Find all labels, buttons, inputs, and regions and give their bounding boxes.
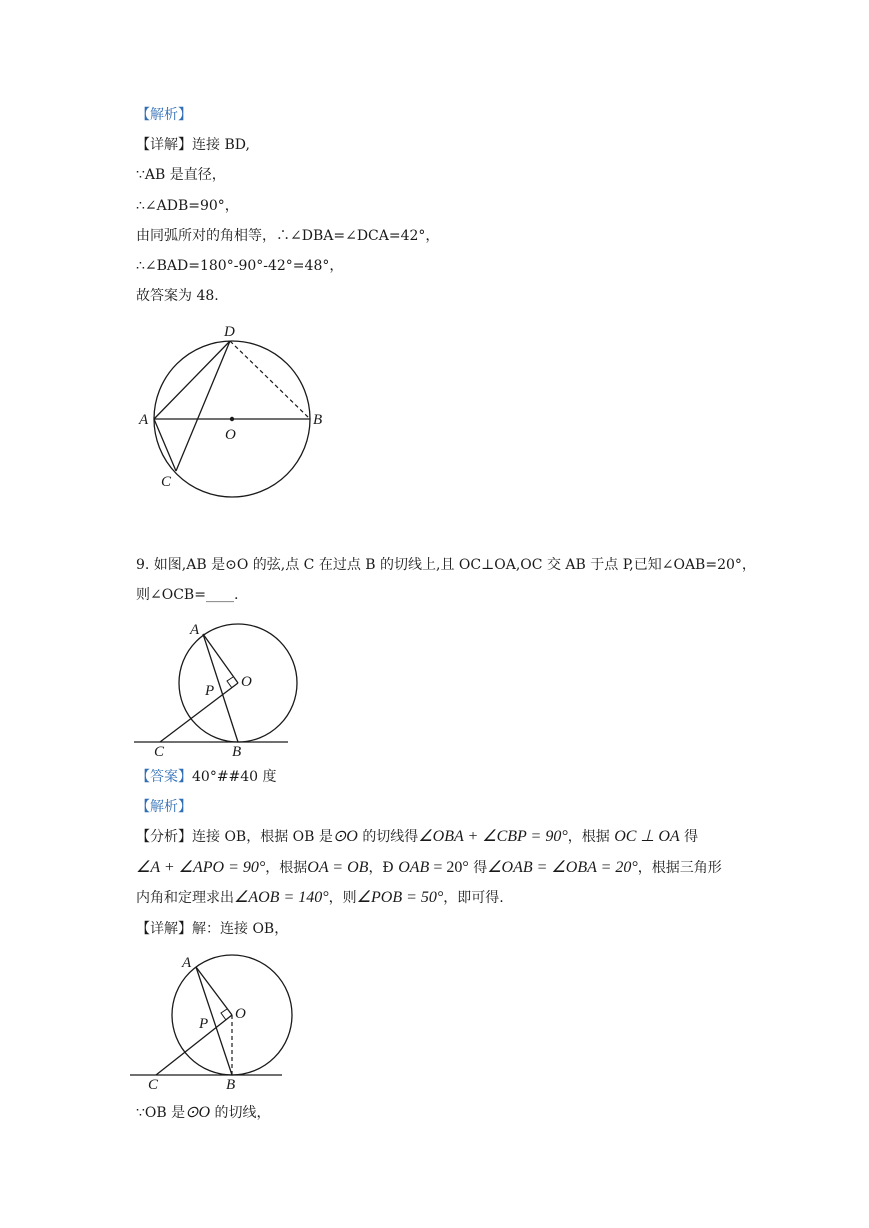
final-line — [136, 1104, 271, 1122]
analysis-text: 连接 OB，根据 OB 是 — [192, 829, 333, 845]
answer-tag: 【答案】 — [136, 769, 192, 785]
answer-line — [136, 768, 277, 786]
label-p: P — [199, 1016, 209, 1032]
final-text: ∵OB 是 — [136, 1105, 186, 1121]
analysis-line-2 — [136, 859, 722, 877]
label-o: O — [225, 427, 236, 443]
math-expression: OC ⊥ OA — [614, 828, 680, 845]
label-b: B — [313, 412, 323, 428]
detail-tag: 【详解】 — [136, 137, 192, 153]
detail-line — [136, 136, 250, 154]
center-dot — [230, 417, 234, 421]
label-c: C — [154, 744, 165, 760]
analysis-text: ，Ð — [368, 860, 394, 876]
math-expression: OA = OB — [307, 859, 369, 876]
step-4: ∴∠BAD=180°-90°-42°=48°， — [136, 258, 344, 274]
math-expression: ∠AOB = 140° — [234, 889, 329, 906]
analysis-text: ，即可得. — [443, 890, 504, 906]
step-5: 故答案为 48. — [136, 288, 219, 304]
math-circle-o: ⊙O — [185, 1104, 211, 1121]
label-b: B — [232, 744, 242, 760]
analysis-text: ，则 — [328, 890, 357, 906]
analysis-text: ，根据三角形 — [637, 860, 722, 876]
analysis-text: 得 — [684, 829, 699, 845]
math-expression: ∠OBA + ∠CBP = 90° — [418, 828, 568, 845]
segment-oc — [160, 683, 238, 742]
math-expression: = 20° — [429, 859, 469, 876]
math-expression: ∠POB = 50° — [356, 889, 444, 906]
analysis-text: ，根据 — [265, 860, 308, 876]
segment-ao — [196, 967, 232, 1015]
label-b: B — [226, 1077, 236, 1093]
math-circle-o: ⊙O — [332, 828, 358, 845]
label-d: D — [224, 324, 235, 340]
analysis-text: 内角和定理求出 — [136, 890, 234, 906]
segment-cd — [176, 341, 230, 471]
label-a: A — [182, 955, 192, 971]
figure-circle-abcd — [130, 315, 340, 515]
final-text: 的切线， — [214, 1105, 271, 1121]
right-angle-mark — [227, 677, 233, 688]
label-a: A — [190, 622, 200, 638]
analysis-text: ，根据 — [567, 829, 610, 845]
label-c: C — [161, 474, 172, 490]
jiexi-heading: 【解析】 — [136, 107, 192, 123]
fenxi-tag: 【分析】 — [136, 829, 192, 845]
math-expression: ∠OAB = ∠OBA = 20° — [487, 859, 638, 876]
analysis-text: 得 — [473, 860, 488, 876]
answer-text: 40°##40 度 — [192, 769, 277, 785]
analysis-line-1 — [136, 828, 698, 846]
figure-question9 — [130, 615, 295, 760]
jiexi-heading-2: 【解析】 — [136, 799, 192, 815]
segment-ao — [203, 634, 238, 683]
math-expression: ∠A + ∠APO = 90° — [136, 859, 266, 876]
segment-bd-dashed — [230, 341, 310, 419]
step-3: 由同弧所对的角相等，∴∠DBA=∠DCA=42°， — [136, 228, 440, 244]
segment-ac — [154, 419, 176, 471]
segment-oc — [156, 1015, 232, 1075]
detail-text: 解：连接 OB， — [192, 921, 289, 937]
detail-tag: 【详解】 — [136, 921, 192, 937]
detail-text: 连接 BD, — [192, 137, 250, 153]
label-c: C — [148, 1077, 159, 1093]
step-1: ∵AB 是直径， — [136, 167, 226, 183]
figure-solution — [125, 950, 295, 1095]
analysis-line-3 — [136, 889, 504, 907]
right-angle-mark — [221, 1009, 227, 1020]
label-a: A — [139, 412, 149, 428]
question-9-line1: 9. 如图,AB 是⊙O 的弦,点 C 在过点 B 的切线上,且 OC⊥OA,OC 交 AB 于点 P,已知∠OAB=20°， — [136, 557, 756, 573]
step-2: ∴∠ADB=90°， — [136, 198, 239, 214]
label-p: P — [205, 683, 215, 699]
question-9-line2: 则∠OCB=____. — [136, 587, 239, 603]
label-o: O — [241, 674, 252, 690]
label-o: O — [235, 1006, 246, 1022]
analysis-text: 的切线得 — [362, 829, 419, 845]
math-expression: OAB — [398, 859, 430, 876]
detail-line-2 — [136, 920, 288, 938]
